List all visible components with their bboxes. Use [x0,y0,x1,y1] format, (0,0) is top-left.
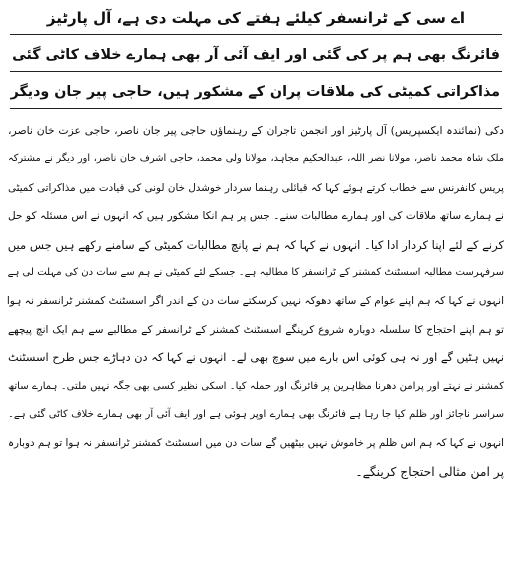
article-line: سراسر ناجائز اور ظلم کیا جا رہا ہے فائرنگ بھی ہمارے اوپر ہوئی ہے اور ایف آئی آر بھی ہمارے خلاف کاٹی گئی ہے۔ [8,408,504,420]
article-line: سرفہرست مطالبہ اسسٹنٹ کمشنر کے ٹرانسفر کا مطالبہ ہے۔ جسکے لئے کمیٹی نے ہم سے سات دن کی مہلت لی ہے [7,266,504,278]
article-line: ملک شاہ محمد ناصر، مولانا نصر اللہ، عبدالحکیم مجاہد، مولانا ولی محمد، حاجی اشرف خان ناصر، اور دیگر نے مشترکہ [8,153,504,165]
article-line: پریس کانفرنس سے خطاب کرتے ہوئے کہا کہ قبائلی رہنما سردار خوشدل خان لونی کی قیادت میں مذاکراتی کمیٹی [8,181,504,194]
article-line: دکی (نمائندہ ایکسپریس) آل پارٹیز اور انجمن تاجران کے رہنماؤں حاجی پیر جان ناصر، حاجی عزت خان ناصر، [8,124,504,137]
headline-divider [10,71,502,72]
headline-1: اے سی کے ٹرانسفر کیلئے ہفتے کی مہلت دی ہے، آل پارٹیز [46,9,466,27]
headline-2: فائرنگ بھی ہم پر کی گئی اور ایف آئی آر بھی ہمارے خلاف کاٹی گئی [12,47,500,63]
article-body [6,117,506,486]
article-line: تو ہم اپنے احتجاج کا سلسلہ دوبارہ شروع کرینگے اسسٹنٹ کمشنر کے ٹرانسفر کے مطالبے سے ہم ایک انچ پیچھے [8,323,504,336]
article-line: کرنے کے لئے اپنا کردار ادا کیا۔ انہوں نے کہا کہ ہم نے پانچ مطالبات کمیٹی کے سامنے رکھے ہیں جس میں [7,237,504,252]
article-line: پر امن مثالی احتجاج کرینگے۔ [355,464,504,479]
article-line: انہوں نے کہا کہ ہم اپنے عوام کے ساتھ دھوکہ نہیں کرسکتے سات دن کے اندر اگر اسسٹنٹ کمشنر ٹرانسفر نہ ہوا [6,295,504,308]
headline-block [6,6,506,109]
article-line: نہیں ہٹیں گے اور نہ ہی کوئی اس بارے میں سوچ بھی لے۔ انہوں نے کہا کہ دن دہاڑے جس طرح اسسٹنٹ [8,351,504,365]
article-line: کمشنر نے نہتے اور پرامن دھرنا مظاہرین پر فائرنگ اور حملہ کیا۔ اسکی نظیر کسی بھی جگہ نہیں ملتی۔ ہمارے ساتھ [8,380,504,392]
headline-3: مذاکراتی کمیٹی کی ملاقات پران کے مشکور ہیں، حاجی پیر جان ودیگر [10,84,500,100]
article-line: انہوں نے کہا کہ ہم اس ظلم پر خاموش نہیں بیٹھیں گے سات دن میں اسسٹنٹ کمشنر ٹرانسفر نہ ہوا تو ہم دوبارہ [8,437,504,450]
article-line: نے ہمارے ساتھ ملاقات کی اور ہمارے مطالبات سنے۔ جس پر ہم انکا مشکور ہیں کہ انہوں نے اس مسئلہ کو حل [8,210,504,223]
headline-divider [10,34,502,35]
headline-divider [10,108,502,109]
